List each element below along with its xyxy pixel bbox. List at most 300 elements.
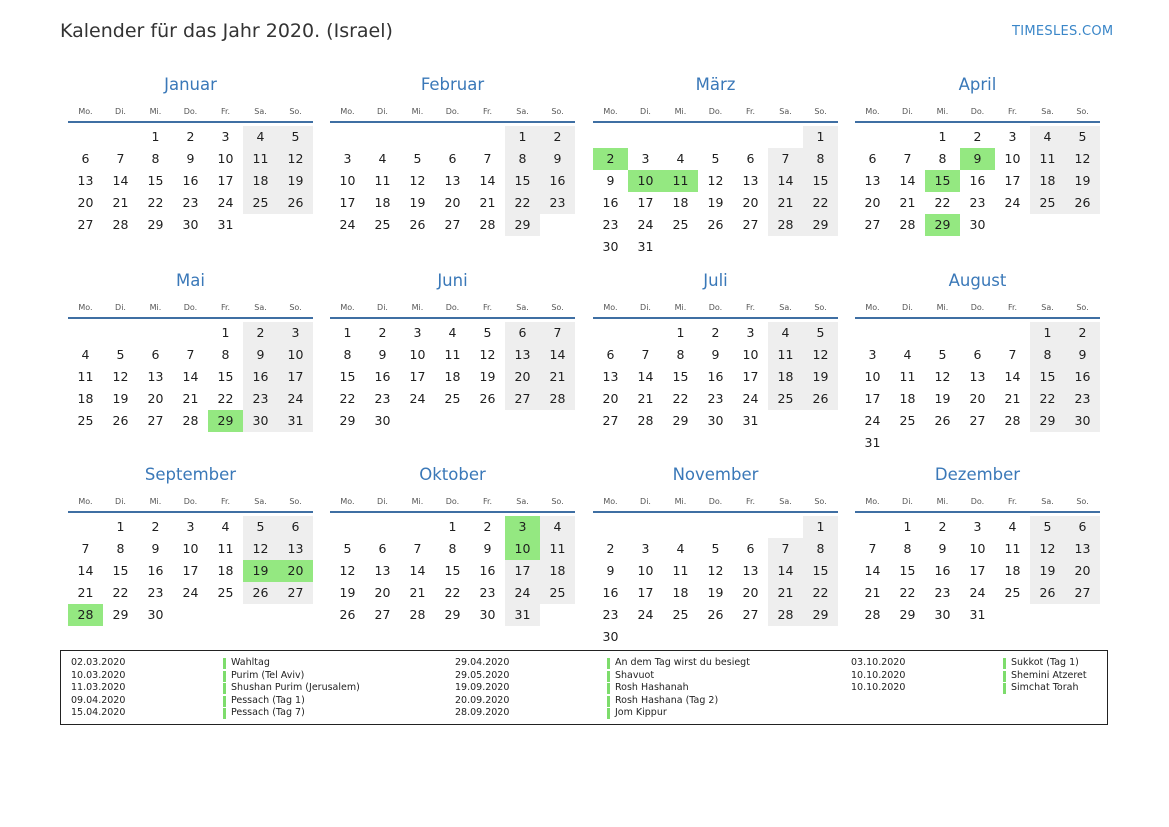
- day-cell: 23: [934, 585, 951, 600]
- holiday-date: 20.09.2020: [455, 694, 510, 706]
- day-cell: 6: [746, 541, 755, 556]
- weekday-label: So.: [289, 497, 302, 506]
- day-cell: 3: [343, 151, 352, 166]
- day-cell: 22: [147, 195, 164, 210]
- day-cell: 18: [672, 195, 689, 210]
- day-cell: 10: [409, 347, 426, 362]
- day-cell: 25: [899, 413, 916, 428]
- day-cell: 20: [742, 195, 759, 210]
- day-cell: 17: [1004, 173, 1021, 188]
- weekday-header: [855, 106, 1100, 118]
- day-cell: 12: [1065, 148, 1100, 170]
- month-februar: [330, 72, 575, 236]
- weekday-label: Sa.: [779, 107, 792, 116]
- day-cell: 8: [676, 347, 685, 362]
- day-cell: 14: [768, 170, 803, 192]
- day-cell: 28: [68, 604, 103, 626]
- day-cell: 26: [278, 192, 313, 214]
- holiday-name: Pessach (Tag 1): [231, 694, 305, 706]
- weekday-label: Mi.: [936, 303, 949, 312]
- weekday-label: Mo.: [865, 107, 880, 116]
- day-cell: 24: [864, 413, 881, 428]
- day-cell: 7: [81, 541, 90, 556]
- day-cell: 24: [217, 195, 234, 210]
- weekday-label: Di.: [902, 303, 913, 312]
- weekday-label: So.: [1076, 107, 1089, 116]
- brand-link[interactable]: TIMESLES.COM: [1012, 24, 1114, 39]
- holiday-marker: [607, 671, 610, 682]
- day-cell: 3: [186, 519, 195, 534]
- empty-cell: [698, 236, 733, 258]
- weekday-label: Mo.: [603, 107, 618, 116]
- day-cell: 19: [803, 366, 838, 388]
- empty-cell: [1065, 604, 1100, 626]
- weekday-label: Fr.: [482, 497, 493, 506]
- holiday-marker: [223, 658, 226, 669]
- day-cell: 28: [768, 604, 803, 626]
- day-cell: 6: [973, 347, 982, 362]
- month-märz: [593, 72, 838, 258]
- day-cell: 4: [1030, 126, 1065, 148]
- header-rule: [593, 317, 838, 319]
- weekday-label: Di.: [902, 497, 913, 506]
- day-cell: 23: [479, 585, 496, 600]
- day-cell: 3: [746, 325, 755, 340]
- weekday-label: Sa.: [516, 303, 529, 312]
- day-grid: [330, 126, 575, 236]
- day-cell: 29: [339, 413, 356, 428]
- day-cell: 25: [672, 607, 689, 622]
- day-cell: 1: [448, 519, 457, 534]
- day-cell: 11: [768, 344, 803, 366]
- weekday-label: Di.: [640, 107, 651, 116]
- day-cell: 6: [81, 151, 90, 166]
- day-cell: 5: [483, 325, 492, 340]
- empty-cell: [855, 322, 890, 344]
- header-rule: [330, 121, 575, 123]
- day-grid: [68, 126, 313, 236]
- day-cell: 6: [868, 151, 877, 166]
- header-rule: [68, 317, 313, 319]
- day-cell: 21: [112, 195, 129, 210]
- weekday-label: Mo.: [340, 303, 355, 312]
- empty-cell: [173, 322, 208, 344]
- holiday-name: Pessach (Tag 7): [231, 707, 305, 718]
- day-cell: 9: [711, 347, 720, 362]
- holiday-date: 10.10.2020: [851, 682, 906, 693]
- day-cell: 23: [540, 192, 575, 214]
- day-cell: 21: [637, 391, 654, 406]
- day-cell: 11: [77, 369, 94, 384]
- day-cell: 24: [637, 607, 654, 622]
- day-grid: [330, 322, 575, 432]
- empty-cell: [435, 410, 470, 432]
- empty-cell: [698, 516, 733, 538]
- day-cell: 30: [602, 239, 619, 254]
- day-grid: [855, 322, 1100, 454]
- day-cell: 5: [243, 516, 278, 538]
- weekday-label: Mi.: [411, 303, 424, 312]
- holiday-date: 29.05.2020: [455, 669, 510, 681]
- holiday-date: 19.09.2020: [455, 682, 510, 693]
- day-cell: 8: [221, 347, 230, 362]
- empty-cell: [733, 516, 768, 538]
- weekday-label: Do.: [183, 497, 198, 506]
- holiday-date: 29.04.2020: [455, 657, 510, 668]
- day-cell: 27: [864, 217, 881, 232]
- day-cell: 28: [540, 388, 575, 410]
- weekday-label: Mo.: [78, 107, 93, 116]
- day-cell: 11: [374, 173, 391, 188]
- month-juli: [593, 268, 838, 432]
- weekday-label: Sa.: [254, 107, 267, 116]
- empty-cell: [663, 236, 698, 258]
- day-cell: 18: [672, 585, 689, 600]
- day-cell: 19: [112, 391, 129, 406]
- day-cell: 2: [378, 325, 387, 340]
- day-cell: 31: [864, 435, 881, 450]
- day-cell: 13: [742, 173, 759, 188]
- day-cell: 12: [707, 173, 724, 188]
- day-cell: 4: [768, 322, 803, 344]
- weekday-header: [68, 302, 313, 314]
- day-cell: 15: [147, 173, 164, 188]
- holiday-name: Sukkot (Tag 1): [1011, 657, 1079, 668]
- day-cell: 29: [208, 410, 243, 432]
- day-cell: 19: [934, 391, 951, 406]
- empty-cell: [400, 516, 435, 538]
- weekday-label: Sa.: [516, 497, 529, 506]
- day-cell: 11: [243, 148, 278, 170]
- weekday-label: So.: [814, 303, 827, 312]
- day-cell: 2: [938, 519, 947, 534]
- day-cell: 5: [938, 347, 947, 362]
- day-cell: 10: [339, 173, 356, 188]
- day-cell: 5: [803, 322, 838, 344]
- empty-cell: [593, 516, 628, 538]
- weekday-label: Do.: [970, 107, 985, 116]
- day-cell: 7: [641, 347, 650, 362]
- day-cell: 2: [483, 519, 492, 534]
- day-cell: 12: [803, 344, 838, 366]
- weekday-label: Mi.: [411, 107, 424, 116]
- empty-cell: [278, 604, 313, 626]
- day-grid: [593, 322, 838, 432]
- day-cell: 11: [540, 538, 575, 560]
- day-cell: 5: [278, 126, 313, 148]
- empty-cell: [330, 126, 365, 148]
- empty-cell: [925, 432, 960, 454]
- day-cell: 20: [969, 391, 986, 406]
- weekday-label: Sa.: [1041, 497, 1054, 506]
- day-cell: 29: [925, 214, 960, 236]
- day-cell: 14: [864, 563, 881, 578]
- day-cell: 12: [112, 369, 129, 384]
- empty-cell: [960, 432, 995, 454]
- holiday-marker: [1003, 658, 1006, 669]
- day-cell: 15: [672, 369, 689, 384]
- holiday-legend: [60, 650, 1108, 725]
- day-cell: 31: [969, 607, 986, 622]
- day-cell: 7: [483, 151, 492, 166]
- weekday-label: Fr.: [482, 303, 493, 312]
- weekday-label: Fr.: [745, 303, 756, 312]
- holiday-name: Shushan Purim (Jerusalem): [231, 682, 360, 693]
- weekday-label: Mo.: [78, 497, 93, 506]
- day-cell: 14: [540, 344, 575, 366]
- weekday-label: Mi.: [674, 303, 687, 312]
- weekday-label: Do.: [445, 107, 460, 116]
- day-cell: 21: [899, 195, 916, 210]
- day-cell: 1: [803, 516, 838, 538]
- day-cell: 10: [217, 151, 234, 166]
- day-cell: 29: [803, 214, 838, 236]
- holiday-name: Purim (Tel Aviv): [231, 669, 305, 681]
- holiday-date: 28.09.2020: [455, 707, 510, 718]
- day-cell: 12: [934, 369, 951, 384]
- weekday-header: [68, 496, 313, 508]
- empty-cell: [698, 126, 733, 148]
- day-cell: 1: [221, 325, 230, 340]
- day-cell: 8: [448, 541, 457, 556]
- day-cell: 29: [672, 413, 689, 428]
- weekday-label: Mi.: [674, 107, 687, 116]
- empty-cell: [173, 604, 208, 626]
- day-cell: 20: [278, 560, 313, 582]
- day-cell: 27: [77, 217, 94, 232]
- weekday-label: Di.: [640, 497, 651, 506]
- day-cell: 18: [1030, 170, 1065, 192]
- day-cell: 16: [602, 195, 619, 210]
- day-cell: 5: [1030, 516, 1065, 538]
- empty-cell: [243, 604, 278, 626]
- day-cell: 1: [505, 126, 540, 148]
- weekday-label: Sa.: [254, 303, 267, 312]
- empty-cell: [995, 214, 1030, 236]
- day-cell: 22: [934, 195, 951, 210]
- day-cell: 29: [112, 607, 129, 622]
- day-cell: 24: [505, 582, 540, 604]
- day-cell: 4: [903, 347, 912, 362]
- day-cell: 25: [672, 217, 689, 232]
- day-cell: 22: [505, 192, 540, 214]
- day-cell: 19: [278, 170, 313, 192]
- day-cell: 10: [278, 344, 313, 366]
- day-cell: 9: [378, 347, 387, 362]
- weekday-label: Di.: [377, 303, 388, 312]
- day-cell: 13: [77, 173, 94, 188]
- weekday-label: Sa.: [779, 303, 792, 312]
- day-cell: 31: [637, 239, 654, 254]
- day-cell: 26: [934, 413, 951, 428]
- day-cell: 30: [969, 217, 986, 232]
- day-cell: 7: [903, 151, 912, 166]
- day-cell: 12: [707, 563, 724, 578]
- day-cell: 11: [1004, 541, 1021, 556]
- day-cell: 17: [742, 369, 759, 384]
- month-januar: [68, 72, 313, 236]
- day-cell: 15: [217, 369, 234, 384]
- day-cell: 1: [343, 325, 352, 340]
- day-cell: 29: [803, 604, 838, 626]
- empty-cell: [243, 214, 278, 236]
- empty-cell: [628, 626, 663, 648]
- day-cell: 12: [278, 148, 313, 170]
- empty-cell: [365, 126, 400, 148]
- empty-cell: [628, 322, 663, 344]
- weekday-label: Sa.: [254, 497, 267, 506]
- day-cell: 22: [899, 585, 916, 600]
- day-cell: 8: [116, 541, 125, 556]
- day-cell: 25: [374, 217, 391, 232]
- empty-cell: [1030, 432, 1065, 454]
- day-cell: 5: [711, 151, 720, 166]
- day-cell: 2: [606, 541, 615, 556]
- empty-cell: [1030, 214, 1065, 236]
- day-cell: 21: [409, 585, 426, 600]
- day-cell: 13: [602, 369, 619, 384]
- month-mai: [68, 268, 313, 432]
- day-cell: 21: [540, 366, 575, 388]
- day-cell: 17: [969, 563, 986, 578]
- day-cell: 17: [637, 585, 654, 600]
- day-cell: 27: [374, 607, 391, 622]
- day-cell: 6: [746, 151, 755, 166]
- day-cell: 25: [77, 413, 94, 428]
- day-cell: 21: [768, 192, 803, 214]
- day-cell: 6: [151, 347, 160, 362]
- day-cell: 26: [409, 217, 426, 232]
- weekday-label: Mo.: [603, 303, 618, 312]
- day-cell: 13: [278, 538, 313, 560]
- day-cell: 27: [444, 217, 461, 232]
- day-cell: 8: [803, 148, 838, 170]
- day-cell: 30: [243, 410, 278, 432]
- day-cell: 28: [479, 217, 496, 232]
- day-cell: 21: [182, 391, 199, 406]
- empty-cell: [68, 516, 103, 538]
- day-cell: 30: [934, 607, 951, 622]
- day-cell: 27: [969, 413, 986, 428]
- day-cell: 25: [444, 391, 461, 406]
- holiday-date: 02.03.2020: [71, 657, 126, 668]
- day-cell: 25: [540, 582, 575, 604]
- day-cell: 16: [969, 173, 986, 188]
- weekday-label: Fr.: [220, 107, 231, 116]
- weekday-label: So.: [551, 107, 564, 116]
- empty-cell: [400, 126, 435, 148]
- empty-cell: [540, 214, 575, 236]
- day-cell: 18: [540, 560, 575, 582]
- month-oktober: [330, 462, 575, 626]
- day-cell: 30: [147, 607, 164, 622]
- empty-cell: [960, 322, 995, 344]
- day-cell: 3: [868, 347, 877, 362]
- day-cell: 30: [707, 413, 724, 428]
- day-cell: 7: [186, 347, 195, 362]
- day-cell: 16: [934, 563, 951, 578]
- day-cell: 2: [243, 322, 278, 344]
- day-cell: 13: [742, 563, 759, 578]
- empty-cell: [68, 322, 103, 344]
- day-cell: 13: [374, 563, 391, 578]
- day-cell: 26: [707, 217, 724, 232]
- month-title: November: [672, 465, 759, 484]
- month-title: Juli: [703, 271, 728, 290]
- day-cell: 2: [151, 519, 160, 534]
- empty-cell: [733, 236, 768, 258]
- day-cell: 8: [151, 151, 160, 166]
- day-cell: 22: [672, 391, 689, 406]
- holiday-date: 10.03.2020: [71, 669, 126, 681]
- day-cell: 31: [217, 217, 234, 232]
- weekday-label: Fr.: [482, 107, 493, 116]
- day-cell: 4: [243, 126, 278, 148]
- weekday-label: Di.: [640, 303, 651, 312]
- day-cell: 29: [899, 607, 916, 622]
- empty-cell: [505, 410, 540, 432]
- weekday-label: Di.: [902, 107, 913, 116]
- day-cell: 6: [606, 347, 615, 362]
- day-cell: 26: [112, 413, 129, 428]
- day-cell: 7: [116, 151, 125, 166]
- holiday-name: Shemini Atzeret: [1011, 669, 1087, 681]
- day-cell: 20: [1065, 560, 1100, 582]
- header-rule: [855, 511, 1100, 513]
- weekday-label: Di.: [377, 497, 388, 506]
- weekday-header: [330, 302, 575, 314]
- holiday-name: Shavuot: [615, 669, 655, 681]
- day-cell: 4: [448, 325, 457, 340]
- day-cell: 2: [593, 148, 628, 170]
- day-cell: 16: [479, 563, 496, 578]
- weekday-label: Sa.: [1041, 107, 1054, 116]
- day-cell: 5: [116, 347, 125, 362]
- holiday-name: Rosh Hashanah: [615, 682, 689, 693]
- weekday-label: So.: [289, 303, 302, 312]
- empty-cell: [208, 604, 243, 626]
- day-cell: 11: [217, 541, 234, 556]
- weekday-label: Do.: [970, 497, 985, 506]
- day-cell: 9: [151, 541, 160, 556]
- empty-cell: [138, 322, 173, 344]
- day-cell: 26: [479, 391, 496, 406]
- weekday-header: [855, 302, 1100, 314]
- day-cell: 4: [676, 151, 685, 166]
- day-grid: [68, 516, 313, 626]
- day-cell: 20: [374, 585, 391, 600]
- day-cell: 20: [444, 195, 461, 210]
- day-cell: 10: [1004, 151, 1021, 166]
- day-cell: 19: [707, 195, 724, 210]
- day-cell: 1: [903, 519, 912, 534]
- empty-cell: [768, 410, 803, 432]
- page-title: Kalender für das Jahr 2020. (Israel): [60, 20, 393, 42]
- day-cell: 8: [343, 347, 352, 362]
- day-cell: 10: [742, 347, 759, 362]
- day-cell: 23: [182, 195, 199, 210]
- day-cell: 6: [1065, 516, 1100, 538]
- header-rule: [330, 317, 575, 319]
- day-cell: 13: [1065, 538, 1100, 560]
- day-cell: 3: [413, 325, 422, 340]
- empty-cell: [1065, 432, 1100, 454]
- holiday-marker: [223, 671, 226, 682]
- month-juni: [330, 268, 575, 432]
- empty-cell: [593, 322, 628, 344]
- day-cell: 26: [1065, 192, 1100, 214]
- day-cell: 18: [444, 369, 461, 384]
